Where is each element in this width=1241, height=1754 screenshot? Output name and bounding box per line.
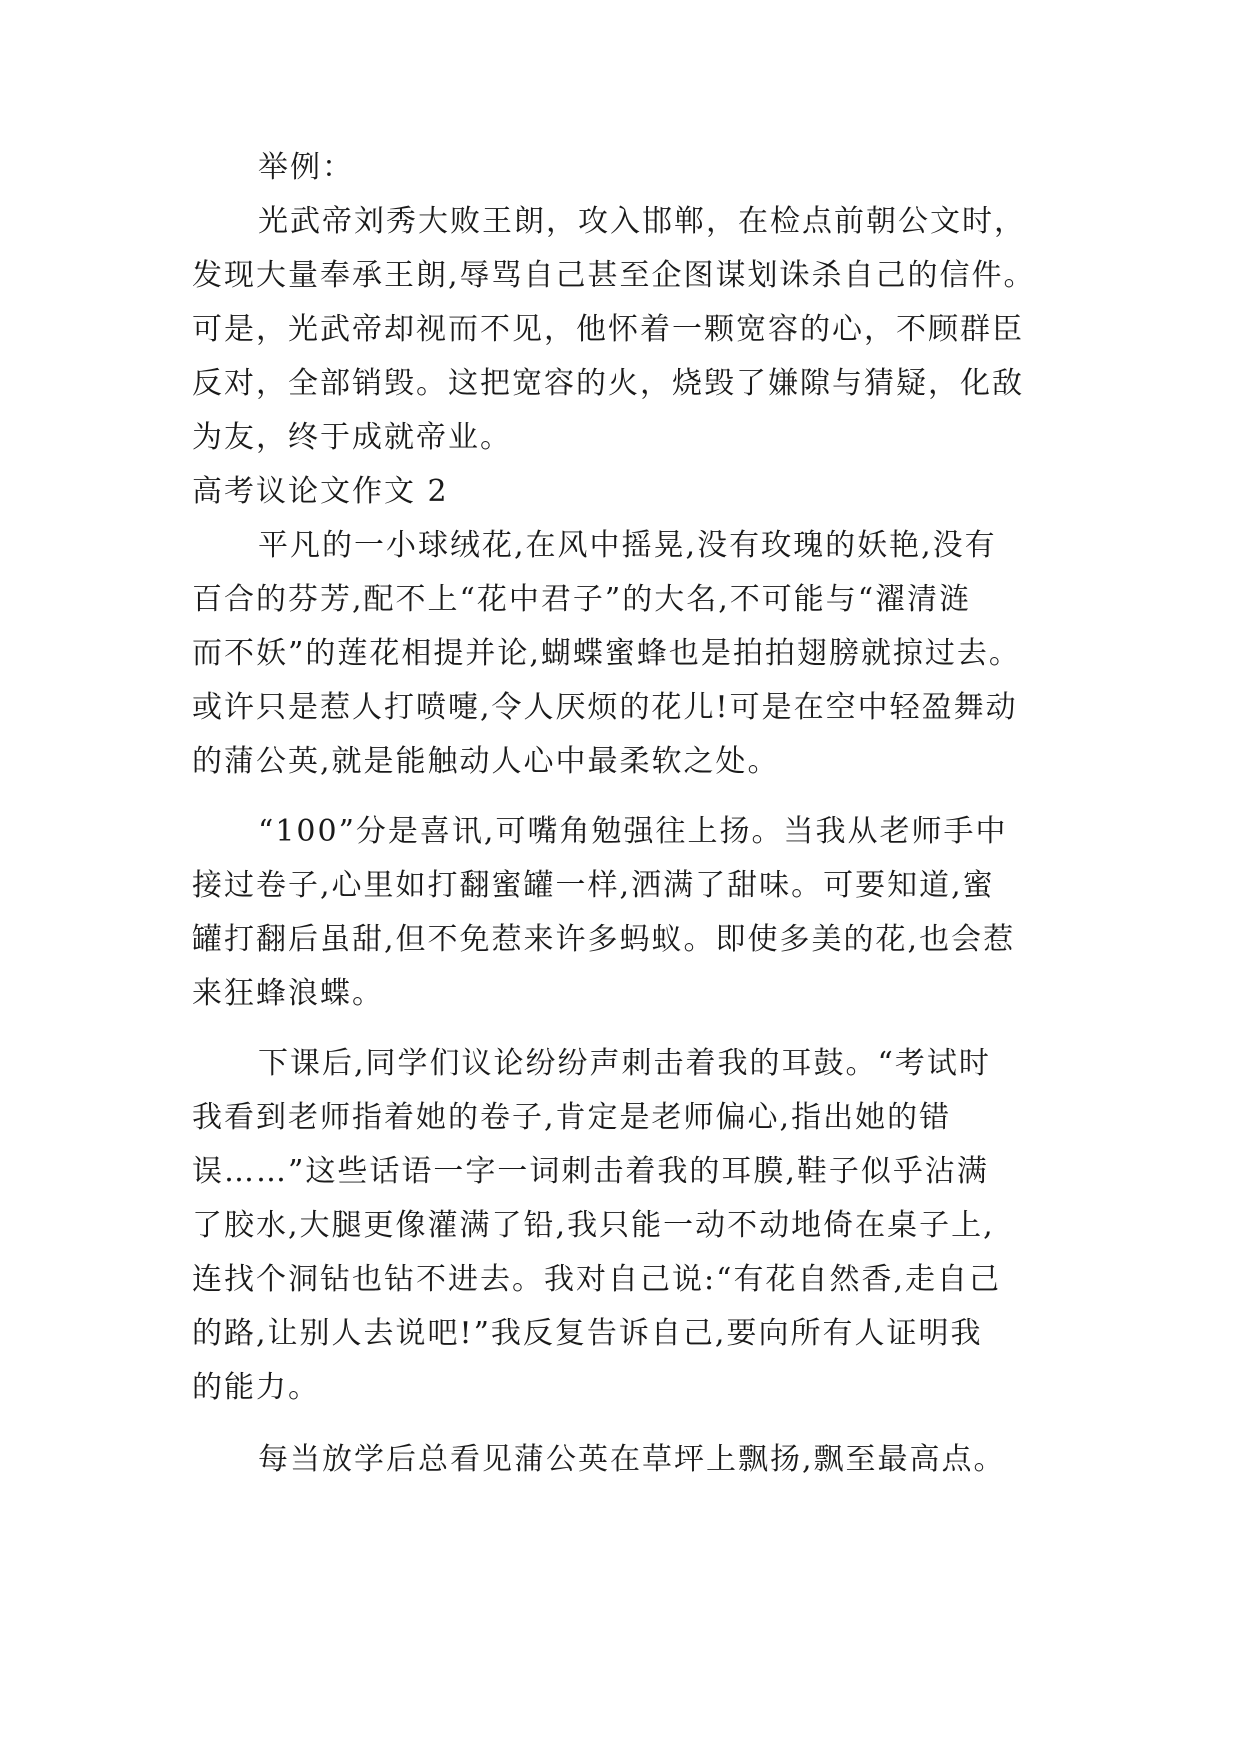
paragraph-line: 可是，光武帝却视而不见，他怀着一颗宽容的心，不顾群臣 [192,312,1024,347]
paragraph-line: 每当放学后总看见蒲公英在草坪上飘扬,飘至最高点。 [258,1442,1006,1477]
paragraph-line: 举例： [258,150,354,185]
paragraph-line: 罐打翻后虽甜,但不免惹来许多蚂蚁。即使多美的花,也会惹 [192,922,1016,957]
paragraph-line: “100”分是喜讯,可嘴角勉强往上扬。当我从老师手中 [258,814,1008,849]
paragraph-line: 连找个洞钻也钻不进去。我对自己说:“有花自然香,走自己 [192,1262,1001,1297]
paragraph-line: 或许只是惹人打喷嚏,令人厌烦的花儿!可是在空中轻盈舞动 [192,690,1018,725]
paragraph-line: 的路,让别人去说吧!”我反复告诉自己,要向所有人证明我 [192,1316,983,1351]
paragraph-line: 了胶水,大腿更像灌满了铅,我只能一动不动地倚在桌子上, [192,1208,995,1243]
paragraph-line: 发现大量奉承王朗,辱骂自己甚至企图谋划诛杀自己的信件。 [192,258,1036,293]
paragraph-line: 的能力。 [192,1370,320,1405]
paragraph-line: 下课后,同学们议论纷纷声刺击着我的耳鼓。“考试时 [258,1046,991,1081]
paragraph-line: 光武帝刘秀大败王朗，攻入邯郸，在检点前朝公文时， [258,204,1026,239]
paragraph-line: 反对，全部销毁。这把宽容的火，烧毁了嫌隙与猜疑，化敌 [192,366,1024,401]
paragraph-line: 误……”这些话语一字一词刺击着我的耳膜,鞋子似乎沾满 [192,1154,989,1189]
paragraph-line: 平凡的一小球绒花,在风中摇晃,没有玫瑰的妖艳,没有 [258,528,997,563]
section-heading: 高考议论文作文 2 [192,474,449,509]
paragraph-line: 百合的芬芳,配不上“花中君子”的大名,不可能与“濯清涟 [192,582,972,617]
paragraph-line: 来狂蜂浪蝶。 [192,976,384,1011]
paragraph-line: 而不妖”的莲花相提并论,蝴蝶蜜蜂也是拍拍翅膀就掠过去。 [192,636,1021,671]
paragraph-line: 我看到老师指着她的卷子,肯定是老师偏心,指出她的错 [192,1100,952,1135]
paragraph-line: 为友，终于成就帝业。 [192,420,512,455]
paragraph-line: 接过卷子,心里如打翻蜜罐一样,洒满了甜味。可要知道,蜜 [192,868,995,903]
paragraph-line: 的蒲公英,就是能触动人心中最柔软之处。 [192,744,780,779]
